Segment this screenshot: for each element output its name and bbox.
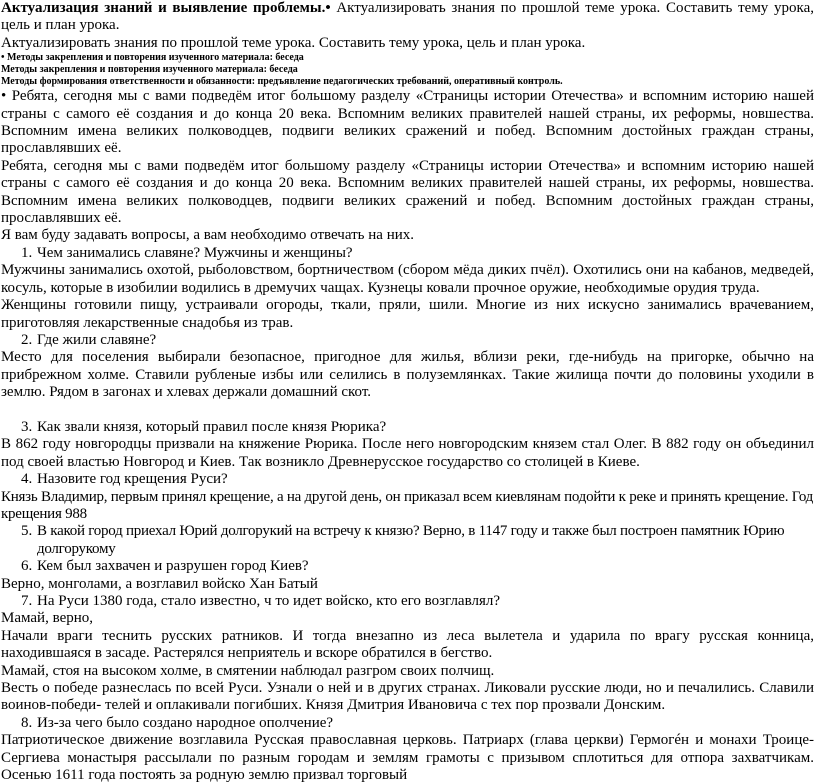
blank-line [1, 402, 814, 419]
answer: Мамай, верно, [1, 610, 93, 627]
paragraph: Ребята, сегодня мы с вами подведём итог большому разделу «Страницы истории Отечества» и вспомним историю нашей страны с самого её создания и до конца 20 века. Вспомним великих правителей нашей страны, их реформы, новшества. Вспомним имена великих полководцев, подвиги великих сражений и побед. Вспомним достойных граждан страны, прославлявших её. [1, 157, 814, 227]
question-item [1, 419, 814, 436]
answer: Мамай, стоя на высоком холме, в смятении наблюдал разгром своих полчищ. [1, 662, 495, 679]
question-number: 4. [21, 471, 33, 488]
question-text: Назовите год крещения Руси? [37, 471, 228, 488]
question-number: 1. [21, 244, 33, 261]
question-number: 8. [21, 714, 33, 731]
question-item [1, 245, 814, 262]
question-item [1, 593, 814, 610]
question-item [1, 471, 814, 488]
question-number: 6. [21, 558, 33, 575]
answer: Начали враги теснить русских ратников. И тогда внезапно из леса вылетела и ударила по врагу русская конница, находившаяся в засаде. Растерялся неприятель и вскоре обратился в бегство. [1, 627, 814, 662]
question-item [1, 523, 814, 558]
answer: Мужчины занимались охотой, рыболовством, бортничеством (сбором мёда диких пчёл). Охотились они на кабанов, медведей, косуль, которые в изобилии водились в дремучих чащах. Кузнецы ковали прочное оружие, необходимые орудия труда. [1, 262, 814, 296]
question-item [1, 558, 814, 575]
heading-line [1, 0, 814, 35]
question-item [1, 332, 814, 349]
paragraph: Актуализировать знания по прошлой теме урока. Составить тему урока, цель и план урока. [1, 34, 586, 51]
bullet-icon: • [1, 88, 7, 105]
paragraph [1, 88, 814, 158]
question-text: Как звали князя, который правил после князя Рюрика? [37, 418, 387, 435]
answer: Князь Владимир, первым принял крещение, а на другой день, он приказал всем киевлянам подойти к реке и принять крещение. Год крещения 988 [1, 488, 814, 522]
paragraph: Я вам буду задавать вопросы, а вам необходимо отвечать на них. [1, 227, 414, 244]
bullet-icon: • [1, 52, 5, 64]
answer: Патриотическое движение возглавила Русская православная церковь. Патриарх (глава церкви) Гермогéн и монахи Троице-Сергиева монастыря рассылали по разным городам и землям грамоты с призывом сплотиться для отпора захватчикам. Осенью 1611 года постоять за родную землю призвал торговый [1, 732, 814, 784]
question-number: 2. [21, 331, 33, 348]
question-text: В какой город приехал Юрий долгорукий на встречу к князю? Верно, в 1147 году и также был построен памятник Юрию долгорукому [37, 523, 785, 557]
question-text: Чем занимались славяне? Мужчины и женщины? [37, 244, 353, 261]
question-number: 3. [21, 418, 33, 435]
answer: Весть о победе разнеслась по всей Руси. Узнали о ней и в других странах. Ликовали русские люди, но и печалились. Славили воинов-победи- телей и оплакивали погибших. Князя Дмитрия Ивановича с тех пор прозвали Донским. [1, 680, 814, 714]
question-text: Кем был захвачен и разрушен город Киев? [37, 558, 309, 575]
bullet-icon: • [325, 0, 331, 16]
answer: Место для поселения выбирали безопасное, пригодное для жилья, вблизи реки, где-нибудь на пригорке, обычно на прибрежном холме. Ставили рубленые избы или селились в полуземлянках. Такие жилища почти до половины уходили в землю. Рядом в загонах и хлевах держали домашний скот. [1, 349, 814, 401]
question-text: Из-за чего было создано народное ополчение? [37, 714, 334, 731]
methods-line: Методы закрепления и повторения изученного материала: беседа [1, 64, 298, 76]
question-number: 5. [21, 523, 33, 540]
answer: Верно, монголами, а возглавил войско Хан Батый [1, 575, 318, 592]
question-text: На Руси 1380 года, стало известно, ч то идет войско, кто его возглавлял? [37, 592, 500, 609]
paragraph-text: Ребята, сегодня мы с вами подведём итог большому разделу «Страницы истории Отечества» и вспомним историю нашей страны с самого её создания и до конца 20 века. Вспомним великих правителей нашей страны, их реформы, новшества. Вспомним имена великих полководцев, подвиги великих сражений и побед. Вспомним достойных граждан страны, прославлявших её. [1, 88, 814, 157]
methods-line [1, 52, 814, 64]
question-text: Где жили славяне? [37, 331, 157, 348]
methods-text: Методы закрепления и повторения изученного материала: беседа [7, 52, 304, 64]
question-number: 7. [21, 592, 33, 609]
question-item [1, 715, 814, 732]
answer: Женщины готовили пищу, устраивали огороды, ткали, пряли, шили. Многие из них искусно занимались врачеванием, приготовляя лекарственные снадобья из трав. [1, 297, 814, 331]
answer: В 862 году новгородцы призвали на княжение Рюрика. После него новгородским князем стал Олег. В 882 году он объединил под своей властью Новгород и Киев. Так возникло Древнерусское государство со столицей в Киеве. [1, 436, 814, 470]
section-heading: Актуализация знаний и выявление проблемы. [1, 0, 326, 16]
heading-text: Актуализировать знания по прошлой теме урока. Составить тему урока, цель и план урока. [1, 0, 814, 34]
methods-line: Методы формирования ответственности и обязанности: предъявление педагогических требований, оперативный контроль. [1, 76, 563, 88]
